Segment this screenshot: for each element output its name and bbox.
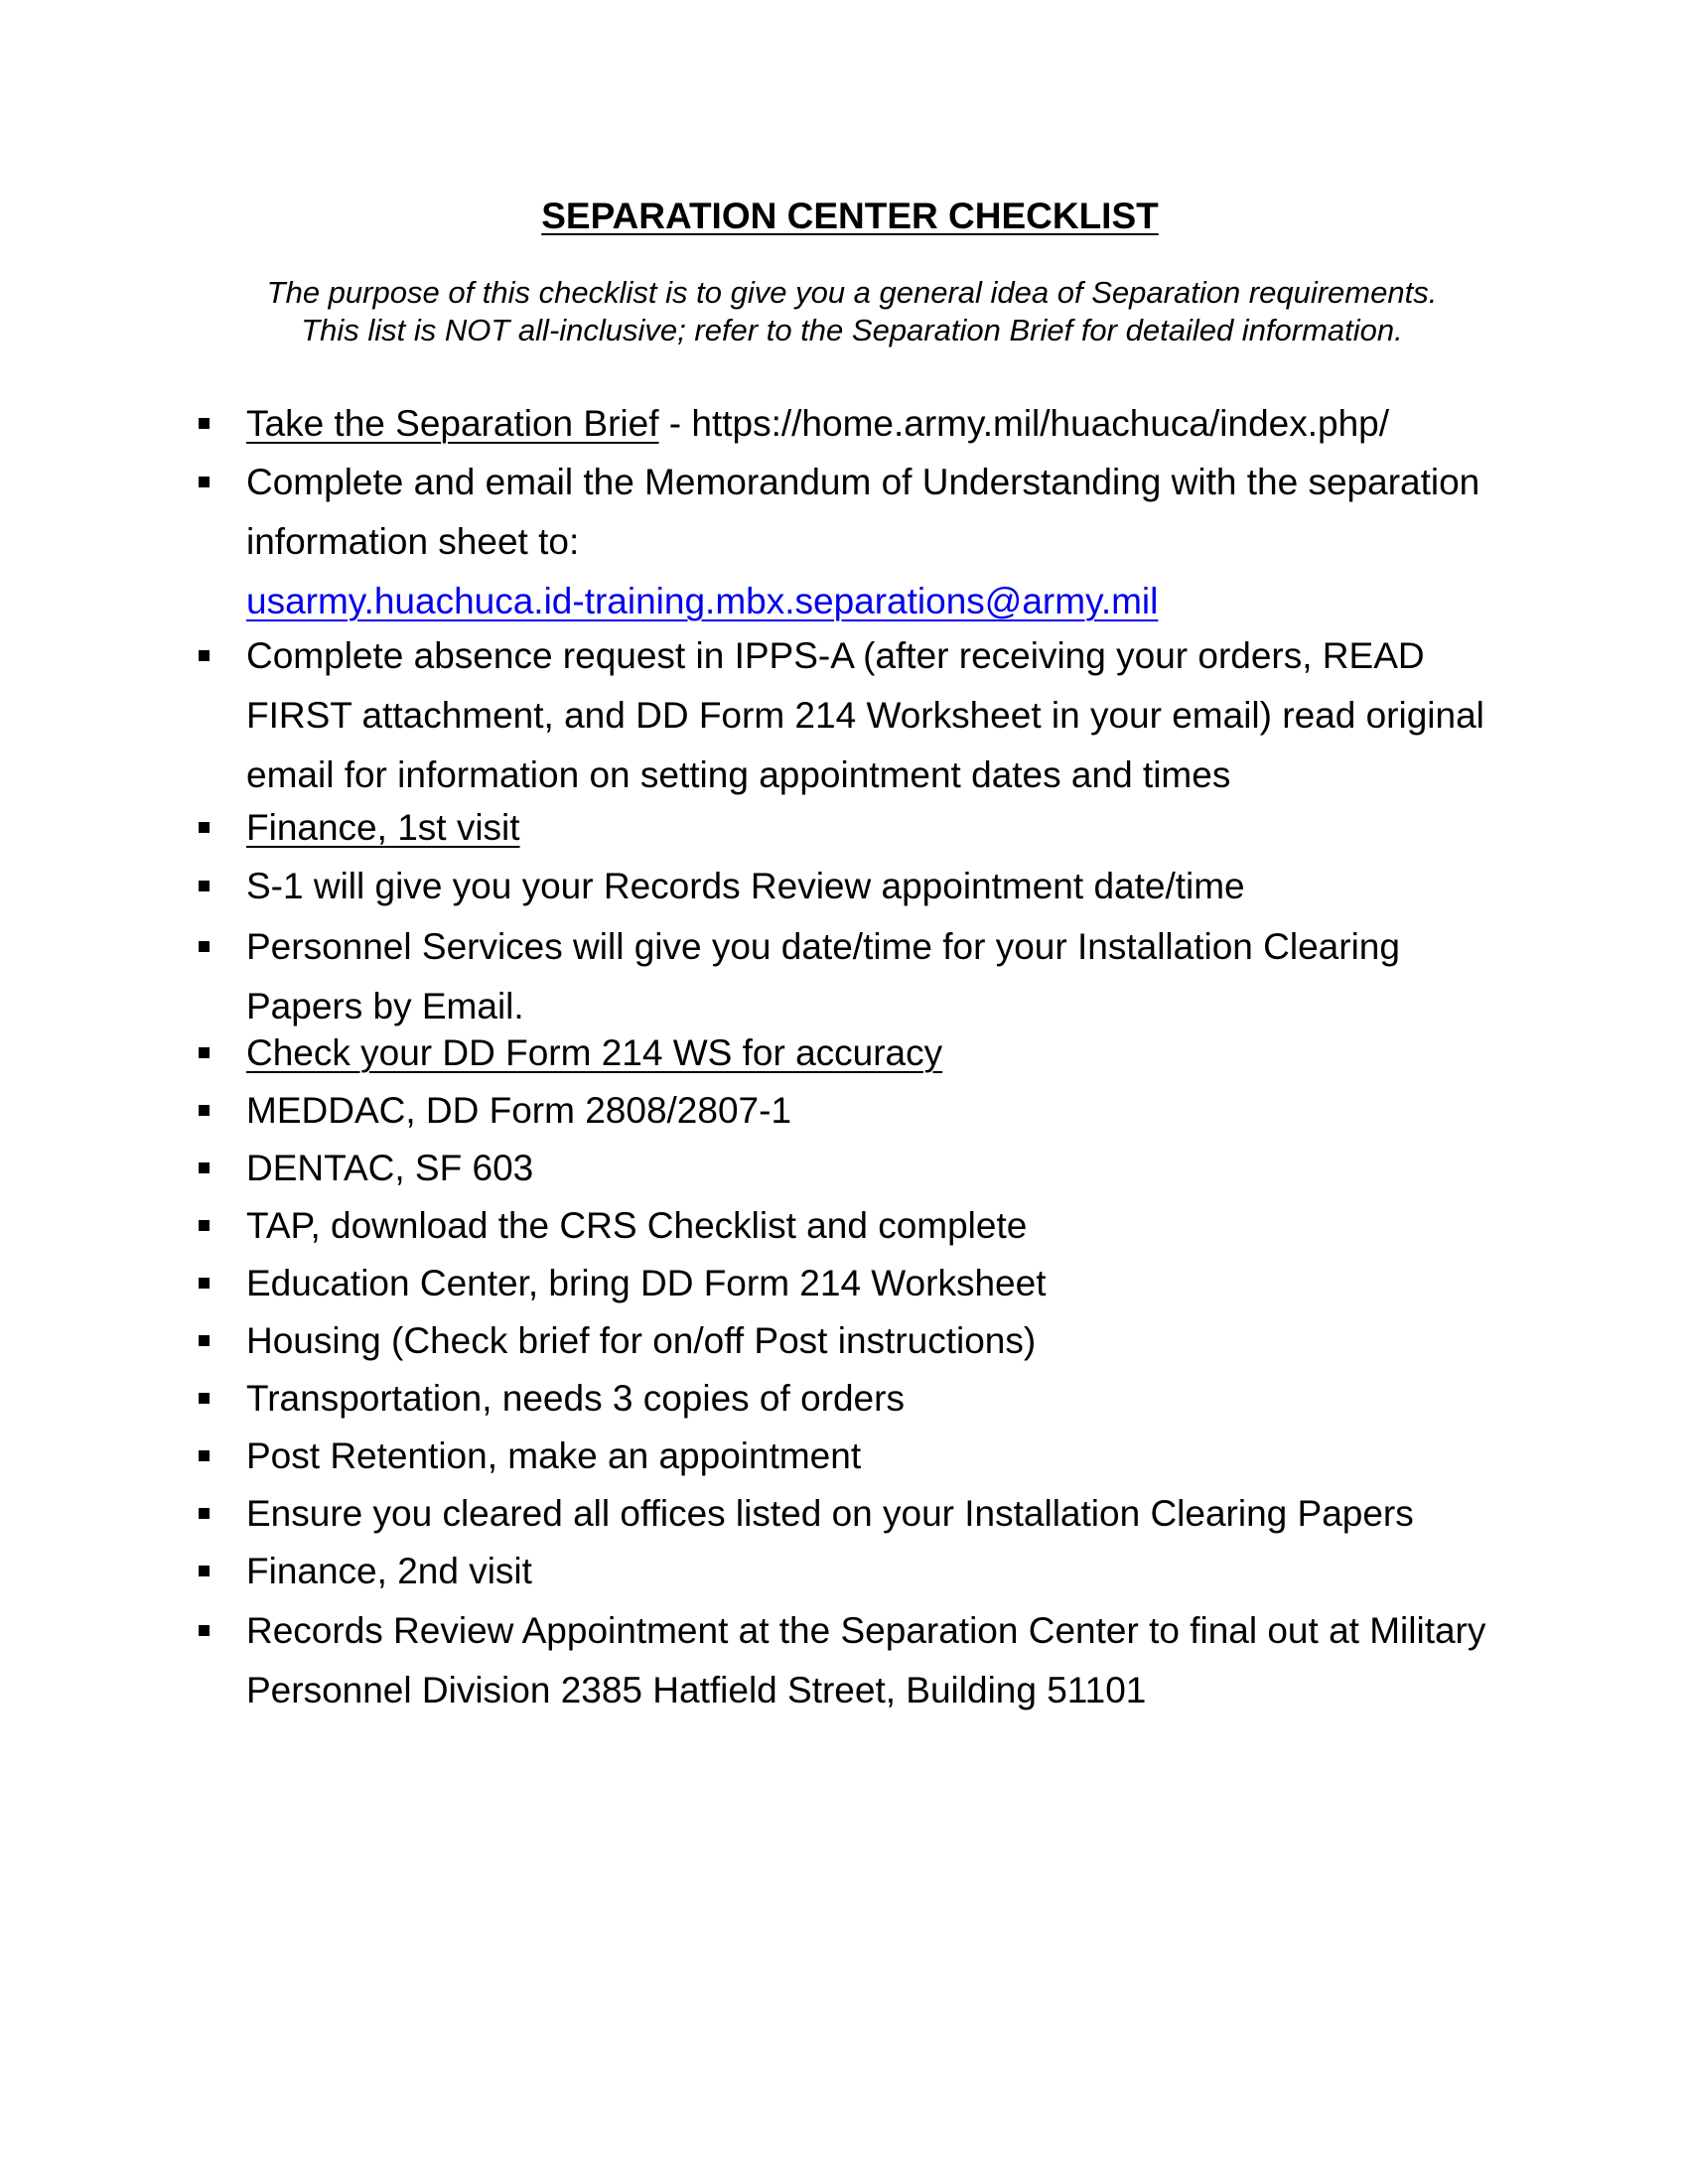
intro-line: The purpose of this checklist is to give you a general idea of Separation requirements. [266,275,1438,310]
separation-brief-url: - https://home.army.mil/huachuca/index.php/ [658,403,1390,444]
separation-brief-label: Take the Separation Brief [246,403,659,444]
checklist-item: Finance, 2nd visit [246,1551,532,1591]
bullet-icon [199,1625,210,1636]
checklist-item: Ensure you cleared all offices listed on your Installation Clearing Papers [246,1493,1414,1534]
checklist-item [246,917,1557,1036]
checklist-item: MEDDAC, DD Form 2808/2807-1 [246,1090,792,1131]
intro-line: This list is NOT all-inclusive; refer to the Separation Brief for detailed information. [301,313,1403,347]
bullet-icon [199,1278,210,1289]
checklist-item [246,1024,1557,1083]
document-title: SEPARATION CENTER CHECKLIST [541,196,1159,236]
item-line: Personnel Division 2385 Hatfield Street, Building 51101 [246,1670,1147,1710]
bullet-icon [199,881,210,891]
bullet-icon [199,941,210,952]
intro-note [8,274,1688,349]
item-line: Personnel Services will give you date/time for your Installation Clearing [246,926,1400,967]
bullet-icon [199,1450,210,1461]
checklist-item: Housing (Check brief for on/off Post instructions) [246,1320,1037,1361]
separations-email-link[interactable]: usarmy.huachuca.id-training.mbx.separations@army.mil [246,581,1159,621]
item-line: Papers by Email. [246,986,524,1026]
item-line: Complete absence request in IPPS-A (after receiving your orders, READ [246,635,1425,676]
item-line: Complete and email the Memorandum of Understanding with the separation [246,462,1480,502]
bullet-icon [199,1335,210,1346]
check-dd214-accuracy: Check your DD Form 214 WS for accuracy [246,1032,943,1073]
checklist-item [246,626,1557,805]
item-line: Records Review Appointment at the Separation Center to final out at Military [246,1610,1486,1651]
bullet-icon [199,650,210,661]
bullet-icon [199,1508,210,1519]
checklist-item: Post Retention, make an appointment [246,1435,862,1476]
checklist-item [246,798,1557,858]
bullet-icon [199,1393,210,1404]
bullet-icon [199,1162,210,1173]
checklist-item: DENTAC, SF 603 [246,1148,534,1188]
bullet-icon [199,1566,210,1576]
checklist-item [246,453,1557,631]
checklist-item [246,394,1557,454]
checklist-item: S-1 will give you your Records Review appointment date/time [246,866,1245,906]
checklist-item [246,1601,1557,1720]
item-line: email for information on setting appointment dates and times [246,754,1231,795]
bullet-icon [199,477,210,487]
checklist-item: Education Center, bring DD Form 214 Worksheet [246,1263,1047,1303]
bullet-icon [199,418,210,429]
item-line: FIRST attachment, and DD Form 214 Worksheet in your email) read original [246,695,1484,736]
finance-first-visit: Finance, 1st visit [246,807,520,848]
bullet-icon [199,1047,210,1058]
bullet-icon [199,1105,210,1116]
item-line: information sheet to: [246,521,580,562]
checklist-item: TAP, download the CRS Checklist and complete [246,1205,1028,1246]
bullet-icon [199,1220,210,1231]
bullet-icon [199,822,210,833]
checklist-item: Transportation, needs 3 copies of orders [246,1378,905,1419]
